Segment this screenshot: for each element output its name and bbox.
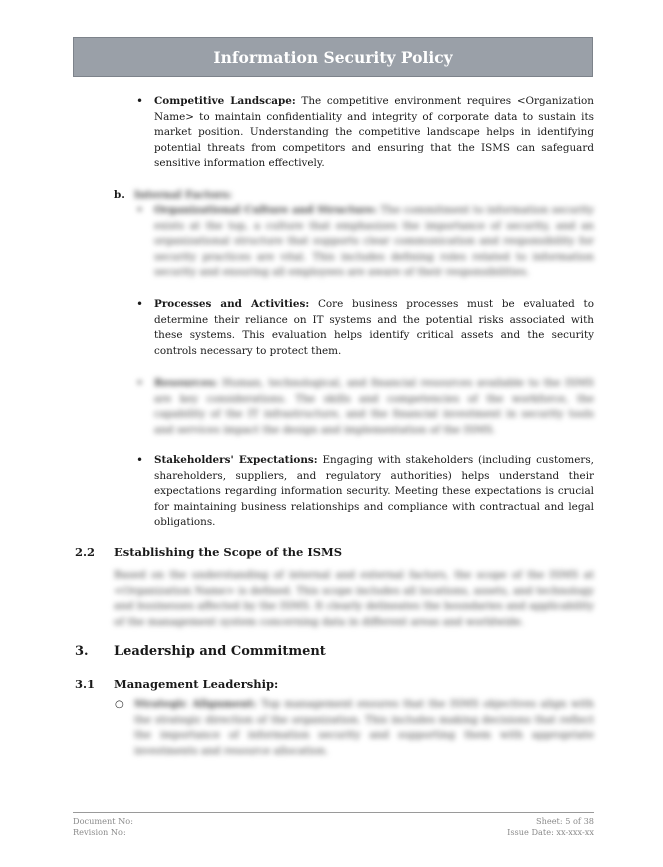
bullet-text: Core business processes must be evaluated to determine their reliance on IT systems and the potential risks associated with these systems. This evaluation helps identify critical assets and the security controls necessary to protect them. xyxy=(154,298,594,357)
bullet-lead: Stakeholders' Expectations: xyxy=(154,454,318,466)
bullet-organizational-culture xyxy=(154,203,594,281)
bullet-lead: Organizational Culture and Structure: xyxy=(154,204,378,216)
bullet-strategic-alignment xyxy=(134,697,594,759)
section-number-3: 3. xyxy=(75,644,89,659)
section-title-3-1: Management Leadership: xyxy=(114,677,279,691)
bullet-stakeholders-expectations xyxy=(154,453,594,531)
bullet-dot-icon: • xyxy=(136,203,144,217)
bullet-dot-icon: • xyxy=(136,94,144,108)
bullet-lead: Resources: xyxy=(154,377,218,389)
section-number-2-2: 2.2 xyxy=(75,545,96,559)
section-number-3-1: 3.1 xyxy=(75,677,96,691)
section-2-2-body: Based on the understanding of internal and external factors, the scope of the ISMS at <Organization Name> is defined. This scope includes all locations, assets, and technology and businesses affected by the ISMS. It clearly delineates the boundaries and applicability of the management system concerning data in different areas and worldwide. xyxy=(114,569,594,628)
bullet-dot-icon: • xyxy=(136,297,144,311)
bullet-text: Human, technological, and financial resources available to the ISMS are key considerations. The skills and competencies of the workforce, the capability of the IT infrastructure, and the financial investment in security tools and services impact the design and implementation of the ISMS. xyxy=(154,377,594,436)
document-header xyxy=(73,37,593,77)
section-title-2-2: Establishing the Scope of the ISMS xyxy=(114,545,343,559)
bullet-processes-activities xyxy=(154,297,594,359)
footer-doc-no: Document No: xyxy=(73,816,133,826)
bullet-competitive-landscape xyxy=(154,94,594,172)
circle-bullet-icon: ○ xyxy=(115,699,124,710)
document-title: Information Security Policy xyxy=(213,47,453,67)
footer-issue-date: Issue Date: xx-xxx-xx xyxy=(507,827,594,837)
bullet-text: Engaging with stakeholders (including customers, shareholders, suppliers, and regulatory authorities) helps understand their expectations regarding information security. Meeting these expectations is crucial for maintaining business relationships and compliance with contractual and legal obligations. xyxy=(154,454,594,529)
footer-divider xyxy=(73,812,594,813)
bullet-text: The competitive environment requires <Organization Name> to maintain confidentiality and integrity of corporate data to sustain its market position. Understanding the competitive landscape helps in identifying potential threats from competitors and ensuring that the ISMS can safeguard sensitive information effectively. xyxy=(154,95,594,170)
bullet-lead: Processes and Activities: xyxy=(154,298,310,310)
list-label-b: b. xyxy=(114,189,125,201)
footer-rev-no: Revision No: xyxy=(73,827,126,837)
bullet-resources xyxy=(154,376,594,438)
footer-sheet: Sheet: 5 of 38 xyxy=(535,816,594,826)
bullet-dot-icon: • xyxy=(136,453,144,467)
bullet-text: Top management ensures that the ISMS objectives align with the strategic direction of the organization. This includes making decisions that reflect the importance of information security and supporting them with appropriate investments and resource allocation. xyxy=(134,698,594,757)
internal-factors-title: Internal Factors: xyxy=(134,189,232,201)
bullet-lead: Competitive Landscape: xyxy=(154,95,296,107)
section-title-3: Leadership and Commitment xyxy=(114,644,326,659)
bullet-text: The commitment to information security exists at the top, a culture that emphasizes the importance of security, and an organizational structure that supports clear communication and responsibility for security practices are vital. This includes defining roles related to information security and ensuring all employees are aware of their responsibilities. xyxy=(154,204,594,279)
bullet-lead: Strategic Alignment: xyxy=(134,698,257,710)
bullet-dot-icon: • xyxy=(136,376,144,390)
